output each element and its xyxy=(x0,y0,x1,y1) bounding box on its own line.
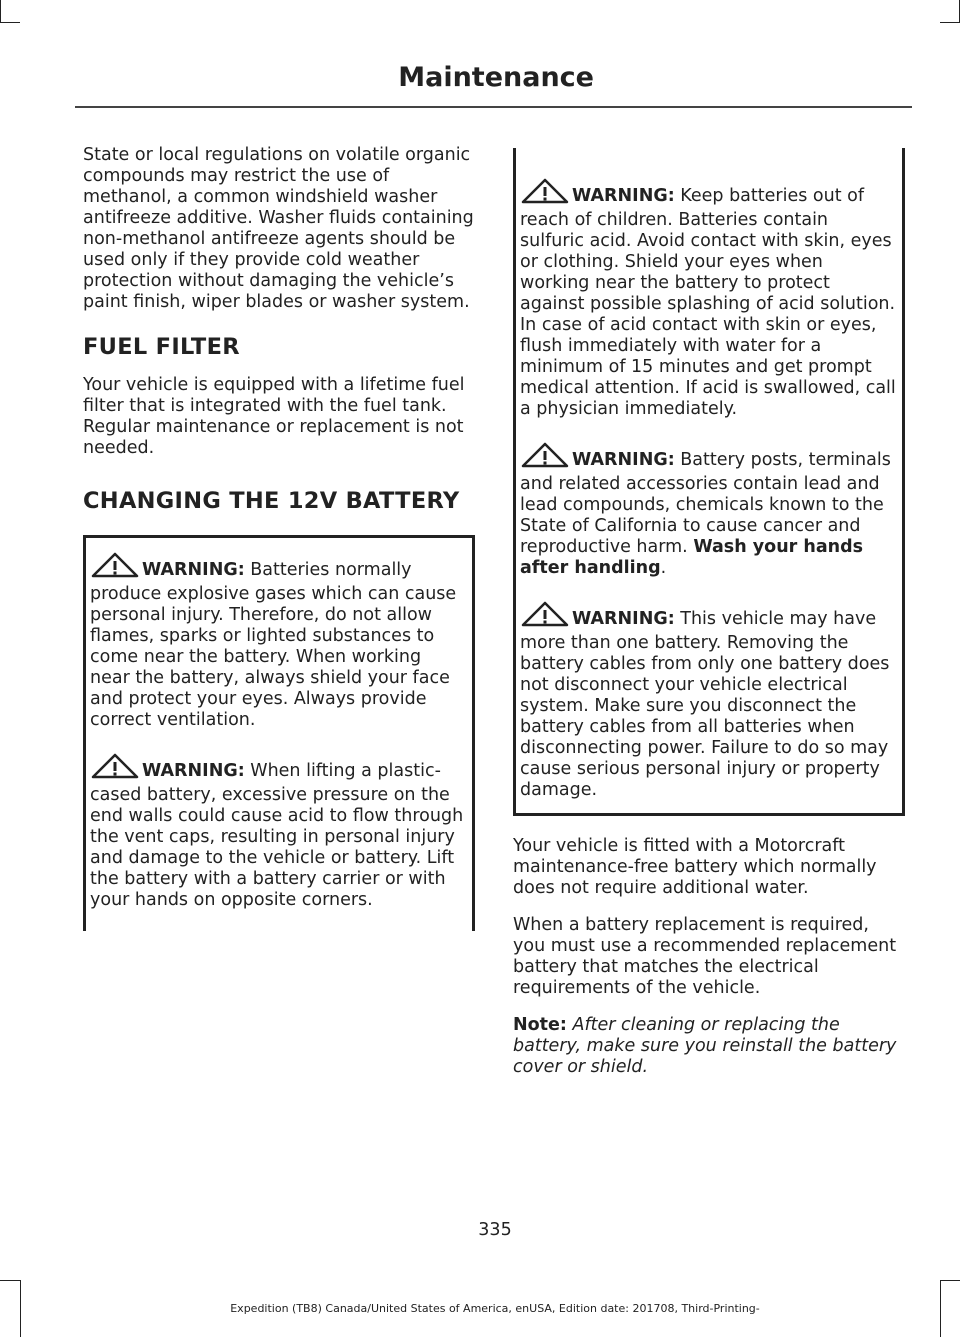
warning-triangle-icon xyxy=(90,552,140,584)
header-divider xyxy=(75,106,912,108)
warning-triangle-icon xyxy=(520,178,570,210)
warning-triangle-icon xyxy=(520,601,570,633)
warning-text: Keep batteries out of reach of children. Batteries contain sulfuric acid. Avoid contact with skin, eyes or clothing. Shield your eyes when working near the battery to protect against possible splashing of acid solution. In case of acid contact with skin or eyes, flush immediately with water for a minimum of 15 minutes and get prompt medical attention. If acid is swallowed, call a physician immediately. xyxy=(520,186,896,419)
warning-keep-batteries-away-from-children xyxy=(520,178,896,420)
battery-replacement-paragraph: When a battery replacement is required, you must use a recommended replacement battery that matches the electrical requirements of the vehicle. xyxy=(513,915,897,998)
right-column xyxy=(513,148,905,1094)
warning-explosive-gases xyxy=(90,552,466,731)
fuel-filter-paragraph: Your vehicle is equipped with a lifetime fuel filter that is integrated with the fuel tank. Regular maintenance or replacement is not needed. xyxy=(83,375,465,458)
washer-fluid-paragraph: State or local regulations on volatile organic compounds may restrict the use of methanol, a common windshield washer antifreeze additive. Washer fluids containing non-methanol antifreeze agents should be used only if they provide cold weather protection without damaging the vehicle’s paint finish, wiper blades or washer system. xyxy=(83,145,474,312)
battery-note xyxy=(513,1015,905,1078)
crop-mark xyxy=(0,1280,20,1281)
warning-label: WARNING: xyxy=(572,450,675,470)
warning-lead-compounds xyxy=(520,442,896,579)
crop-mark xyxy=(940,22,960,23)
crop-mark xyxy=(940,1280,960,1281)
warning-text-end: . xyxy=(660,558,667,578)
page-number: 335 xyxy=(478,1220,512,1240)
warning-text: Batteries normally produce explosive gases which can cause personal injury. Therefore, do not allow flames, sparks or lighted substances to come near the battery. When working near the battery, always shield your face and protect your eyes. Always provide correct ventilation. xyxy=(90,560,457,730)
warning-text: This vehicle may have more than one battery. Removing the battery cables from only one battery does not disconnect your vehicle electrical system. Make sure you disconnect the battery cables from all batteries when disconnecting power. Failure to do so may cause serious personal injury or property damage. xyxy=(520,609,890,800)
left-column xyxy=(83,145,475,947)
page-title: Maintenance xyxy=(398,62,594,93)
warning-box xyxy=(513,148,905,816)
battery-heading: CHANGING THE 12V BATTERY xyxy=(83,488,460,514)
warning-triangle-icon xyxy=(90,753,140,785)
warning-label: WARNING: xyxy=(142,560,245,580)
warning-label: WARNING: xyxy=(572,609,675,629)
warning-box xyxy=(83,535,475,931)
warning-plastic-cased-battery xyxy=(90,753,466,911)
note-text: After cleaning or replacing the battery, make sure you reinstall the battery cover or shield. xyxy=(513,1015,897,1077)
motorcraft-battery-paragraph: Your vehicle is fitted with a Motorcraft maintenance-free battery which normally does not require additional water. xyxy=(513,836,877,898)
warning-label: WARNING: xyxy=(572,186,675,206)
crop-mark xyxy=(0,0,1,22)
warning-text: When lifting a plastic-cased battery, excessive pressure on the end walls could cause acid to flow through the vent caps, resulting in personal injury and damage to the vehicle or battery. Lift the battery with a battery carrier or with your hands on opposite corners. xyxy=(90,761,464,910)
warning-triangle-icon xyxy=(520,442,570,474)
edition-footer: Expedition (TB8) Canada/United States of America, enUSA, Edition date: 201708, Third-Printing- xyxy=(230,1302,760,1315)
fuel-filter-heading: FUEL FILTER xyxy=(83,334,240,360)
wash-hands-instruction: Wash your hands after handling xyxy=(520,537,864,578)
warning-label: WARNING: xyxy=(142,761,245,781)
crop-mark xyxy=(0,22,20,23)
warning-multiple-batteries xyxy=(520,601,896,801)
warning-text: Battery posts, terminals and related accessories contain lead and lead compounds, chemicals known to the State of California to cause cancer and reproductive harm. xyxy=(520,450,891,557)
note-label: Note: xyxy=(513,1015,567,1035)
